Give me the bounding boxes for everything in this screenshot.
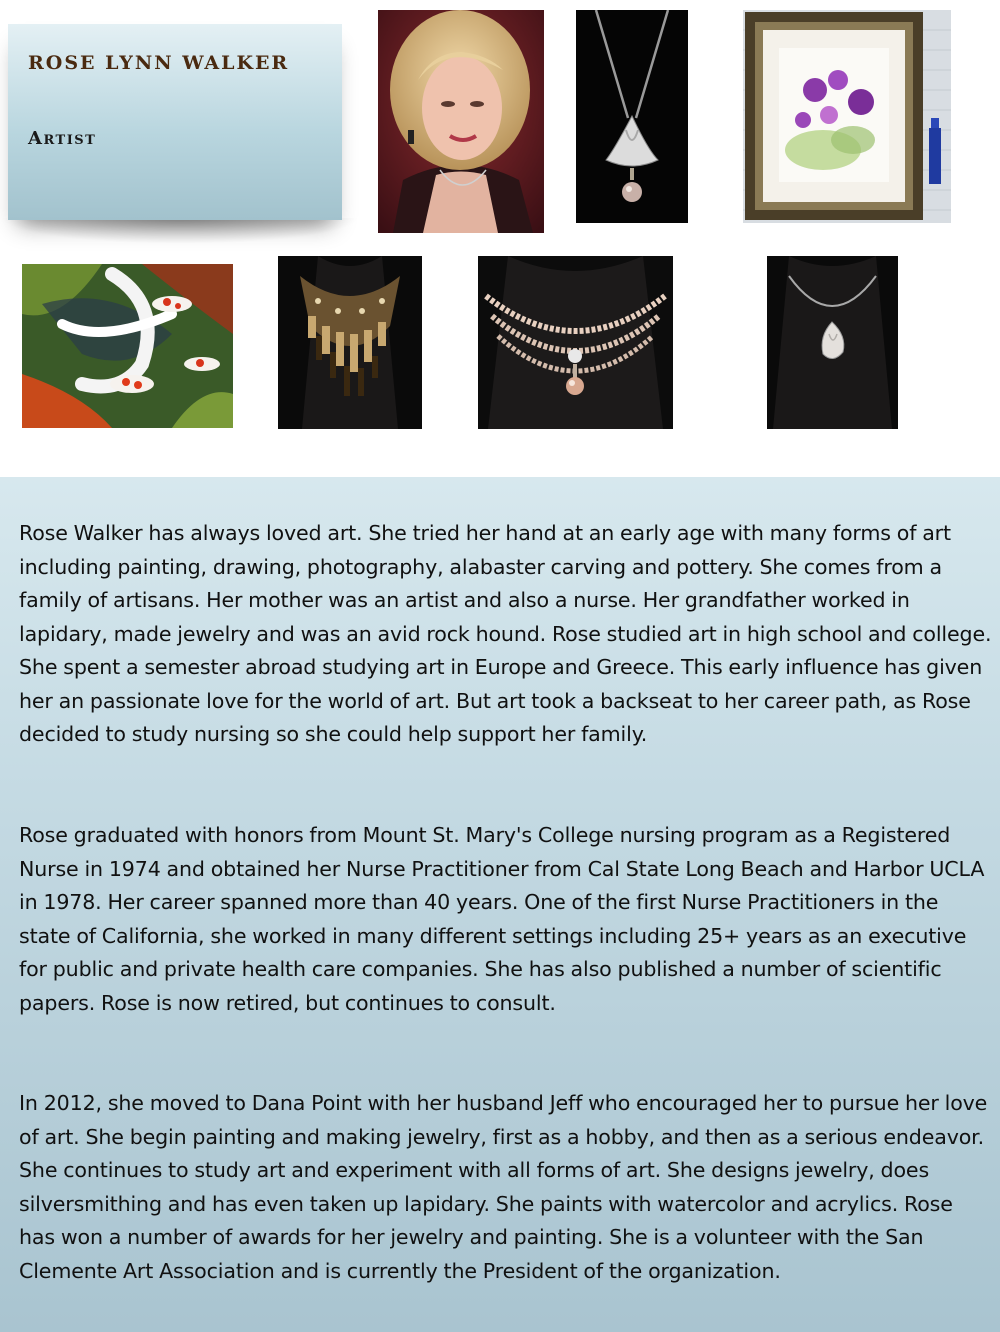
bio-paragraph: Rose Walker has always loved art. She tried her hand at an early age with many forms of art including painting, drawing, photography, alabaster carving and pottery. She comes from a family of artisans. Her mother was an artist and also a nurse. Her grandfather worked in lapidary, made jewelry and was an avid rock hound. Rose studied art in high school and college. She spent a semester abroad studying art in Europe and Greece. This early influence has given her an passionate love for the world of art. But art took a backseat to her career path, as Rose decided to study nursing so she could help support her family.	[19, 521, 992, 746]
title-card	[8, 24, 342, 220]
framed-watercolor-photo[interactable]	[743, 10, 951, 223]
koi-painting-photo[interactable]	[22, 264, 233, 428]
pearl-necklace-photo[interactable]	[478, 256, 673, 429]
title-card-shadow	[0, 218, 360, 244]
silver-pendant-photo[interactable]	[576, 10, 688, 223]
bio-paragraph: In 2012, she moved to Dana Point with her husband Jeff who encouraged her to pursue her love of art. She begin painting and making jewelry, first as a hobby, and then as a serious endeavor. She continues to study art and experiment with all forms of art. She designs jewelry, does silversmithing and has even taken up lapidary. She paints with watercolor and acrylics. Rose has won a number of awards for her jewelry and painting. She is a volunteer with the San Clemente Art Association and is currently the President of the organization.	[19, 1091, 988, 1283]
biography-panel	[0, 477, 1000, 1332]
artist-name: ROSE LYNN WALKER	[28, 52, 290, 74]
artist-role: Artist	[28, 128, 97, 149]
crystal-bib-necklace-photo[interactable]	[278, 256, 422, 429]
portrait-photo[interactable]	[378, 10, 544, 233]
bio-paragraph: Rose graduated with honors from Mount St. Mary's College nursing program as a Registered Nurse in 1974 and obtained her Nurse Practitioner from Cal State Long Beach and Harbor UCLA in 1978. Her career spanned more than 40 years. One of the first Nurse Practitioners in the state of California, she worked in many different settings including 25+ years as an executive for public and private health care companies. She has also published a number of scientific papers. Rose is now retired, but continues to consult.	[19, 823, 985, 1015]
wire-pendant-photo[interactable]	[767, 256, 898, 429]
